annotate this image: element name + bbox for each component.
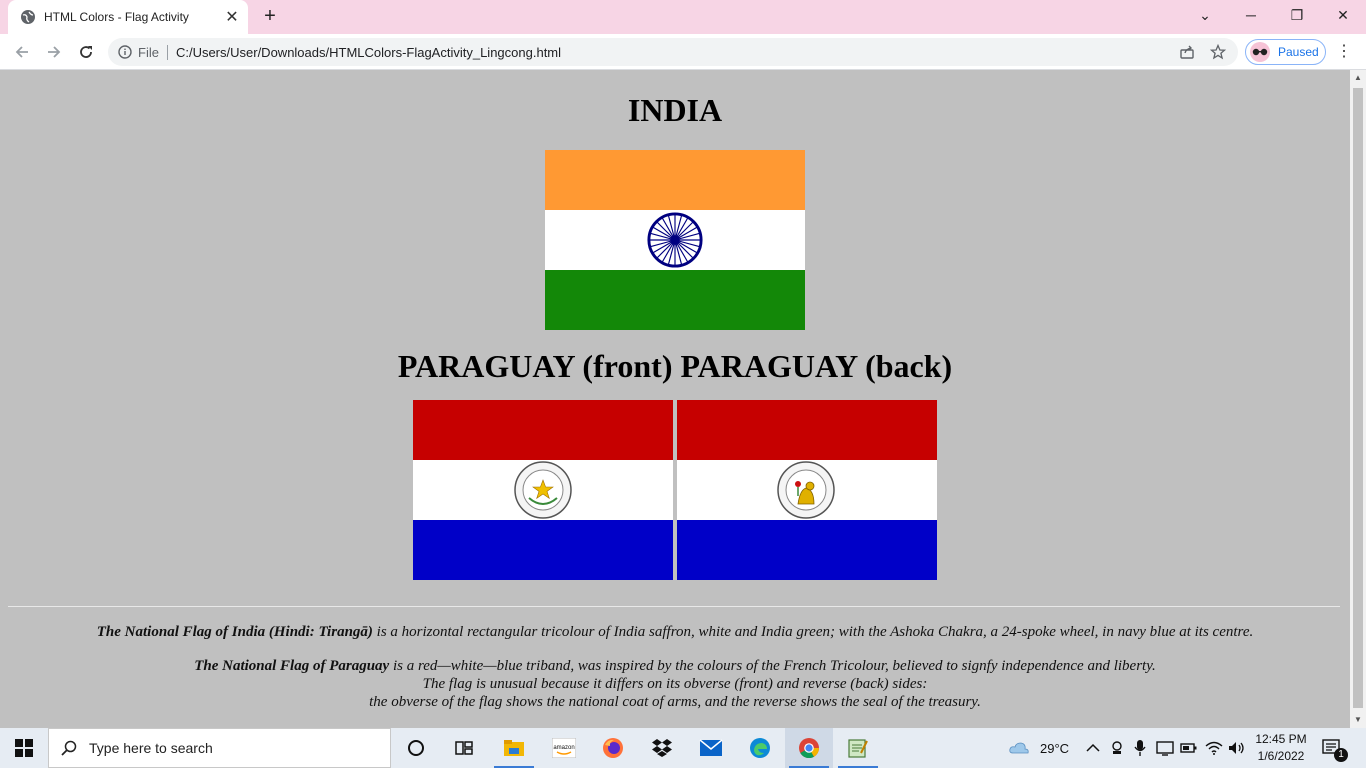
weather-icon bbox=[1008, 740, 1030, 756]
clock-date: 1/6/2022 bbox=[1257, 749, 1305, 763]
scroll-up-arrow[interactable]: ▲ bbox=[1354, 73, 1362, 82]
notepad-icon[interactable] bbox=[834, 728, 882, 768]
weather-widget[interactable] bbox=[1008, 728, 1069, 768]
minimize-button[interactable]: ─ bbox=[1246, 7, 1256, 23]
browser-tab[interactable] bbox=[8, 0, 248, 34]
chevron-up-icon[interactable] bbox=[1086, 728, 1100, 768]
india-heading: INDIA bbox=[627, 92, 723, 128]
divider bbox=[8, 606, 1340, 607]
reload-icon[interactable] bbox=[74, 40, 98, 64]
dropbox-icon[interactable] bbox=[638, 728, 686, 768]
weather-temperature: 29°C bbox=[1040, 740, 1070, 756]
close-tab-icon[interactable]: ✕ bbox=[225, 9, 239, 26]
share-icon[interactable] bbox=[1178, 43, 1196, 61]
paraguay-blue-band bbox=[677, 520, 937, 580]
paraguay-flag-back bbox=[677, 400, 937, 580]
back-icon[interactable] bbox=[10, 40, 34, 64]
paraguay-description-line3: the obverse of the flag shows the national coat of arms, and the reverse shows the seal of the treasury. bbox=[369, 694, 981, 710]
paraguay-flag-front bbox=[413, 400, 673, 580]
info-icon[interactable] bbox=[118, 45, 132, 59]
address-bar[interactable] bbox=[108, 38, 1238, 66]
india-description-text: is a horizontal rectangular tricolour of India saffron, white and India green; with the Ashoka Chakra, a 24-spoke wheel, in navy blue at its centre. bbox=[372, 624, 1254, 640]
paraguay-description-line2: The flag is unusual because it differs on its obverse (front) and reverse (back) sides: bbox=[422, 676, 928, 692]
meet-now-icon[interactable] bbox=[1110, 728, 1124, 768]
mail-icon[interactable] bbox=[687, 728, 735, 768]
firefox-icon[interactable] bbox=[589, 728, 637, 768]
avatar bbox=[1250, 42, 1270, 62]
volume-icon[interactable] bbox=[1228, 728, 1246, 768]
india-green-band bbox=[545, 270, 805, 330]
amazon-icon[interactable] bbox=[540, 728, 588, 768]
paraguay-description bbox=[0, 658, 1350, 675]
forward-icon[interactable] bbox=[42, 40, 66, 64]
paraguay-heading: PARAGUAY (front) PARAGUAY (back) bbox=[397, 348, 953, 384]
svg-text:amazon: amazon bbox=[553, 745, 575, 751]
vertical-scrollbar[interactable] bbox=[1350, 70, 1366, 728]
new-tab-button[interactable]: + bbox=[264, 5, 276, 27]
scroll-down-arrow[interactable]: ▼ bbox=[1354, 715, 1362, 724]
taskbar-clock[interactable] bbox=[1248, 731, 1314, 765]
wifi-icon[interactable] bbox=[1205, 728, 1223, 768]
paraguay-description-title: The National Flag of Paraguay bbox=[194, 658, 390, 674]
restore-button[interactable]: ❐ bbox=[1290, 7, 1304, 23]
chrome-icon[interactable] bbox=[785, 728, 833, 768]
clock-time: 12:45 PM bbox=[1255, 732, 1307, 746]
file-explorer-icon[interactable] bbox=[490, 728, 538, 768]
tab-search-chevron-icon[interactable]: ⌄ bbox=[1199, 7, 1211, 23]
globe-icon bbox=[20, 9, 36, 25]
page-content bbox=[0, 70, 1350, 728]
india-flag bbox=[545, 150, 805, 330]
india-white-band bbox=[545, 210, 805, 270]
tab-title: HTML Colors - Flag Activity bbox=[44, 10, 189, 24]
coat-of-arms-icon bbox=[513, 460, 573, 520]
microphone-icon[interactable] bbox=[1134, 728, 1146, 768]
ashoka-chakra-icon bbox=[646, 211, 704, 269]
notification-badge: 1 bbox=[1334, 748, 1348, 762]
windows-start-icon[interactable] bbox=[0, 728, 48, 768]
notification-icon[interactable] bbox=[1322, 728, 1342, 768]
taskbar-search-box[interactable] bbox=[48, 728, 391, 768]
battery-icon[interactable] bbox=[1180, 728, 1198, 768]
address-scheme-label: File bbox=[138, 45, 168, 60]
menu-kebab-icon[interactable]: ⋮ bbox=[1336, 43, 1352, 60]
india-description-title: The National Flag of India (Hindi: Tirangā) bbox=[96, 624, 373, 640]
paraguay-white-band bbox=[677, 460, 937, 520]
task-view-icon[interactable] bbox=[440, 728, 488, 768]
edge-icon[interactable] bbox=[736, 728, 784, 768]
paraguay-white-band bbox=[413, 460, 673, 520]
india-saffron-band bbox=[545, 150, 805, 210]
address-url[interactable]: C:/Users/User/Downloads/HTMLColors-FlagActivity_Lingcong.html bbox=[175, 44, 562, 60]
close-window-button[interactable]: ✕ bbox=[1337, 7, 1349, 23]
treasury-seal-icon bbox=[776, 460, 836, 520]
india-description bbox=[0, 624, 1350, 641]
profile-button[interactable] bbox=[1245, 39, 1326, 65]
browser-toolbar bbox=[0, 34, 1366, 70]
paraguay-blue-band bbox=[413, 520, 673, 580]
display-icon[interactable] bbox=[1156, 728, 1174, 768]
paraguay-description-text: is a red—white—blue triband, was inspired by the colours of the French Tricolour, believed to signfy independence and liberty. bbox=[389, 658, 1156, 674]
paraguay-red-band bbox=[413, 400, 673, 460]
taskbar-search-placeholder: Type here to search bbox=[89, 740, 213, 756]
windows-taskbar bbox=[0, 728, 1366, 768]
paraguay-red-band bbox=[677, 400, 937, 460]
tab-strip bbox=[0, 0, 1366, 34]
scrollbar-thumb[interactable] bbox=[1353, 88, 1363, 708]
star-icon[interactable] bbox=[1209, 43, 1227, 61]
cortana-icon[interactable] bbox=[392, 728, 440, 768]
profile-status-label: Paused bbox=[1278, 45, 1319, 59]
search-icon bbox=[61, 740, 77, 756]
